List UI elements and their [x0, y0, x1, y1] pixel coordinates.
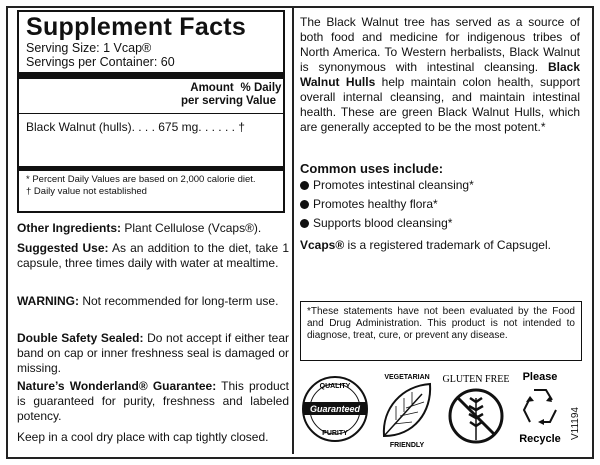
gluten-free-icon [440, 368, 512, 450]
quality-guaranteed-seal-icon [300, 368, 370, 450]
guarantee: Nature’s Wonderland® Guarantee: This product is guaranteed for purity, freshness and labeled potency. [17, 379, 289, 423]
amount-header: Amount per serving [181, 82, 243, 107]
use-item: Promotes healthy flora* [300, 195, 580, 214]
facts-footnotes [19, 171, 283, 198]
uses-title: Common uses include: [300, 161, 444, 176]
svg-text:Recycle: Recycle [519, 433, 561, 445]
description: The Black Walnut tree has served as a source of both food and medicine for indigenous tribes of North America. To Western herbalists, Black Walnut is synonymous with intestinal cleansing. Black Walnut Hulls help maintain colon health, support overall internal cleansing, and maintain intestinal health. These are green Black Walnut Hulls, which are generally accepted to be the most potent.* [300, 15, 580, 134]
trademark-note: Vcaps® is a registered trademark of Capsugel. [300, 238, 551, 252]
other-ingredients: Other Ingredients: Plant Cellulose (Vcaps®). [17, 221, 262, 235]
please-recycle-icon [510, 368, 570, 450]
svg-text:Guaranteed: Guaranteed [309, 404, 361, 414]
svg-text:FRIENDLY: FRIENDLY [389, 442, 425, 449]
svg-text:PURITY: PURITY [322, 430, 348, 437]
footnote-calorie: * Percent Daily Values are based on 2,000 calorie diet. [26, 174, 256, 185]
svg-text:VEGETARIAN: VEGETARIAN [384, 374, 430, 381]
thick-rule [19, 72, 283, 79]
svg-text:QUALITY: QUALITY [319, 383, 351, 390]
common-uses [300, 161, 580, 233]
svg-text:Please: Please [522, 371, 558, 383]
fda-disclaimer: *These statements have not been evaluated by the Food and Drug Administration. This product is not intended to diagnose, treat, cure, or prevent any disease. [300, 301, 582, 361]
footnote-dagger: † Daily value not established [26, 186, 147, 197]
facts-title: Supplement Facts [26, 13, 247, 41]
serving-size: Serving Size: 1 Vcap® [26, 41, 152, 55]
servings-per-container: Servings per Container: 60 [26, 55, 175, 69]
supplement-facts-panel [17, 10, 285, 213]
suggested-use: Suggested Use: As an addition to the diet, take 1 capsule, three times daily with water at mealtime. [17, 241, 289, 270]
use-item: Promotes intestinal cleansing* [300, 176, 580, 195]
ingredient-row: Black Walnut (hulls). . . . 675 mg. . . . . . † [26, 120, 245, 134]
bullet-icon [300, 219, 309, 228]
bullet-icon [300, 181, 309, 190]
bullet-icon [300, 200, 309, 209]
warning: WARNING: Not recommended for long-term use. [17, 294, 279, 308]
column-divider [292, 6, 294, 454]
product-code: V11194 [570, 407, 581, 440]
storage-note: Keep in a cool dry place with cap tightly closed. [17, 430, 269, 444]
use-item: Supports blood cleansing* [300, 214, 580, 233]
vegetarian-friendly-leaf-icon [372, 368, 442, 450]
double-safety-sealed: Double Safety Sealed: Do not accept if either tear band on cap or inner freshness seal is damaged or missing. [17, 331, 289, 375]
facts-header-row [19, 79, 283, 113]
svg-text:GLUTEN FREE: GLUTEN FREE [442, 374, 510, 385]
daily-value-header: % Daily Value [240, 82, 282, 107]
